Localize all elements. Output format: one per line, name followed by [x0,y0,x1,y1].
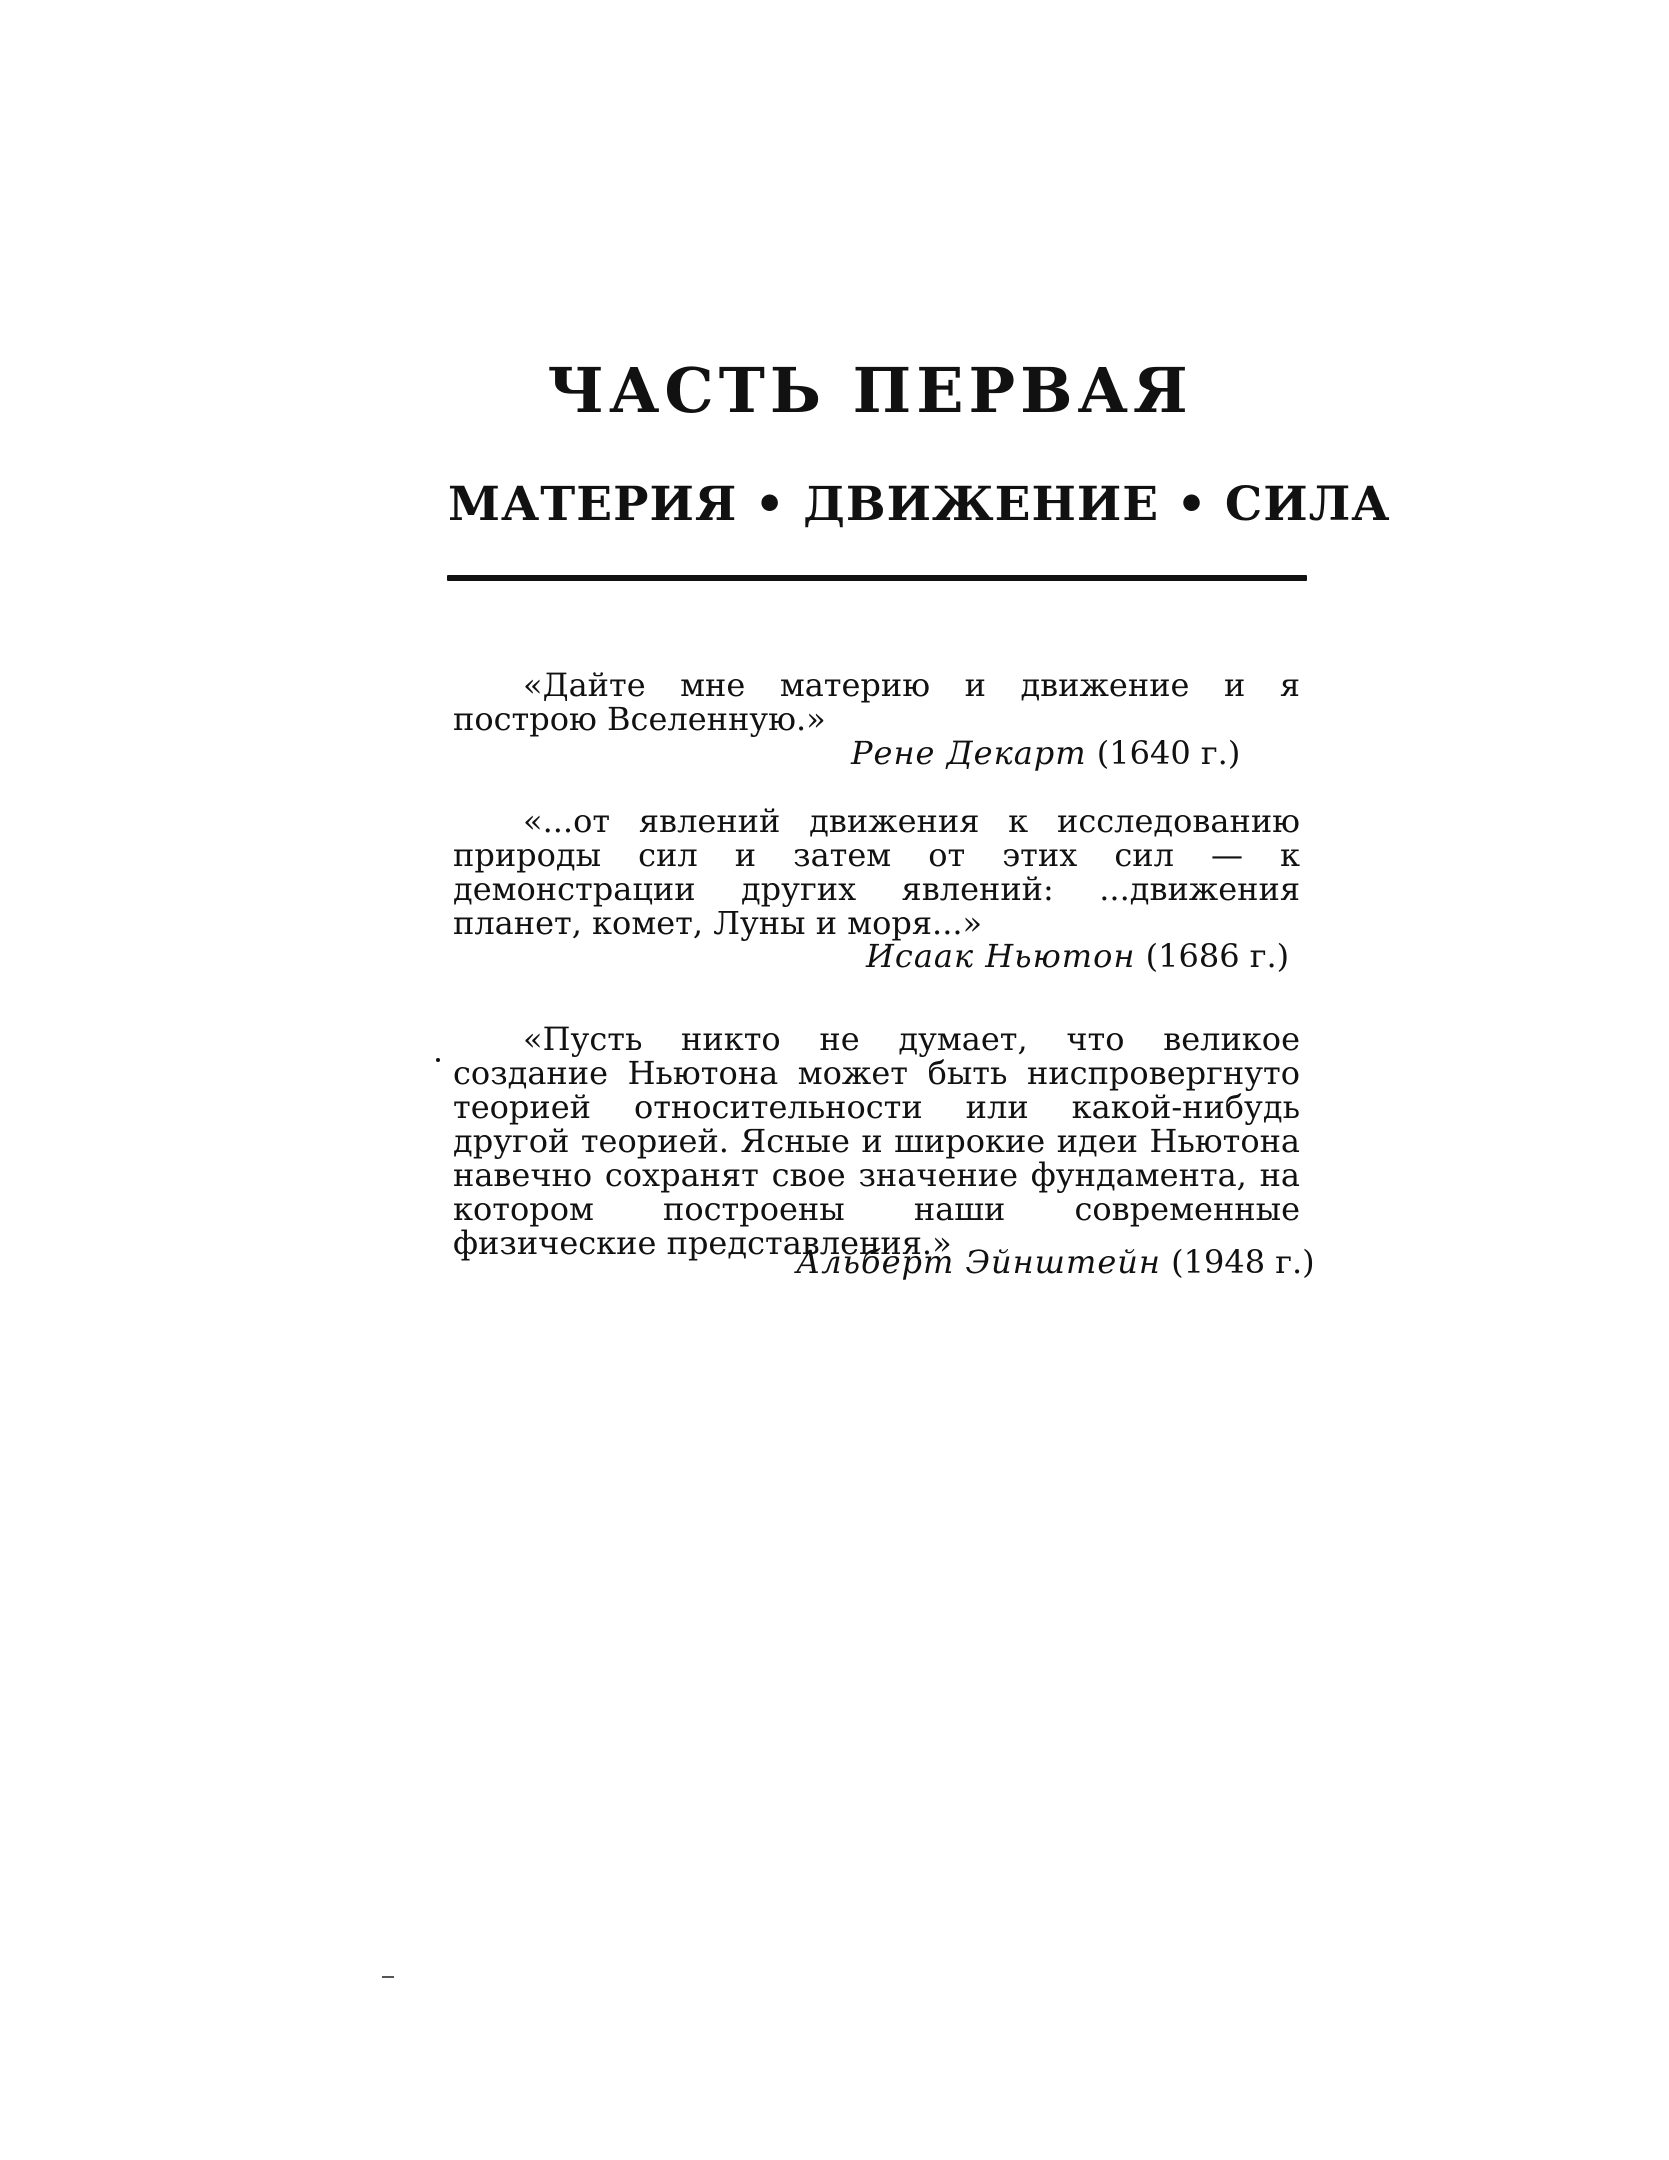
epigraph-attribution [851,736,1240,770]
epigraph-year: (1948 г.) [1171,1243,1315,1281]
epigraph-newton [453,804,1300,940]
epigraph-year: (1686 г.) [1145,937,1290,975]
epigraph-text: «Пусть никто не думает, что великое создание Ньютона может быть ниспровергнуто теорией относительности или какой-нибудь другой теорией. Ясные и широкие идеи Ньютона навечно сохранят свое значение фундамента, на котором построены наши современные физические представления.» [453,1020,1300,1262]
horizontal-rule [447,575,1307,581]
epigraph-author: Рене Декарт [851,734,1087,772]
scan-speck [436,1058,440,1062]
epigraph-year: (1640 г.) [1096,734,1241,772]
epigraph-text: «...от явлений движения к исследованию природы сил и затем от этих сил — к демонстрации других явлений: ...движения планет, комет, Луны и моря...» [453,802,1300,942]
epigraph-attribution [866,939,1289,973]
epigraph-text: «Дайте мне материю и движение и я построю Вселенную.» [453,666,1300,738]
epigraph-author: Исаак Ньютон [866,937,1136,975]
epigraph-author: Альберт Эйнштейн [796,1243,1161,1281]
epigraph-attribution [796,1245,1315,1279]
epigraph-einstein [453,1022,1300,1260]
scan-mark [382,1976,394,1978]
part-title: ЧАСТЬ ПЕРВАЯ [547,353,1193,427]
part-subtitle: МАТЕРИЯ • ДВИЖЕНИЕ • СИЛА [448,477,1391,532]
epigraph-descartes [453,668,1300,736]
